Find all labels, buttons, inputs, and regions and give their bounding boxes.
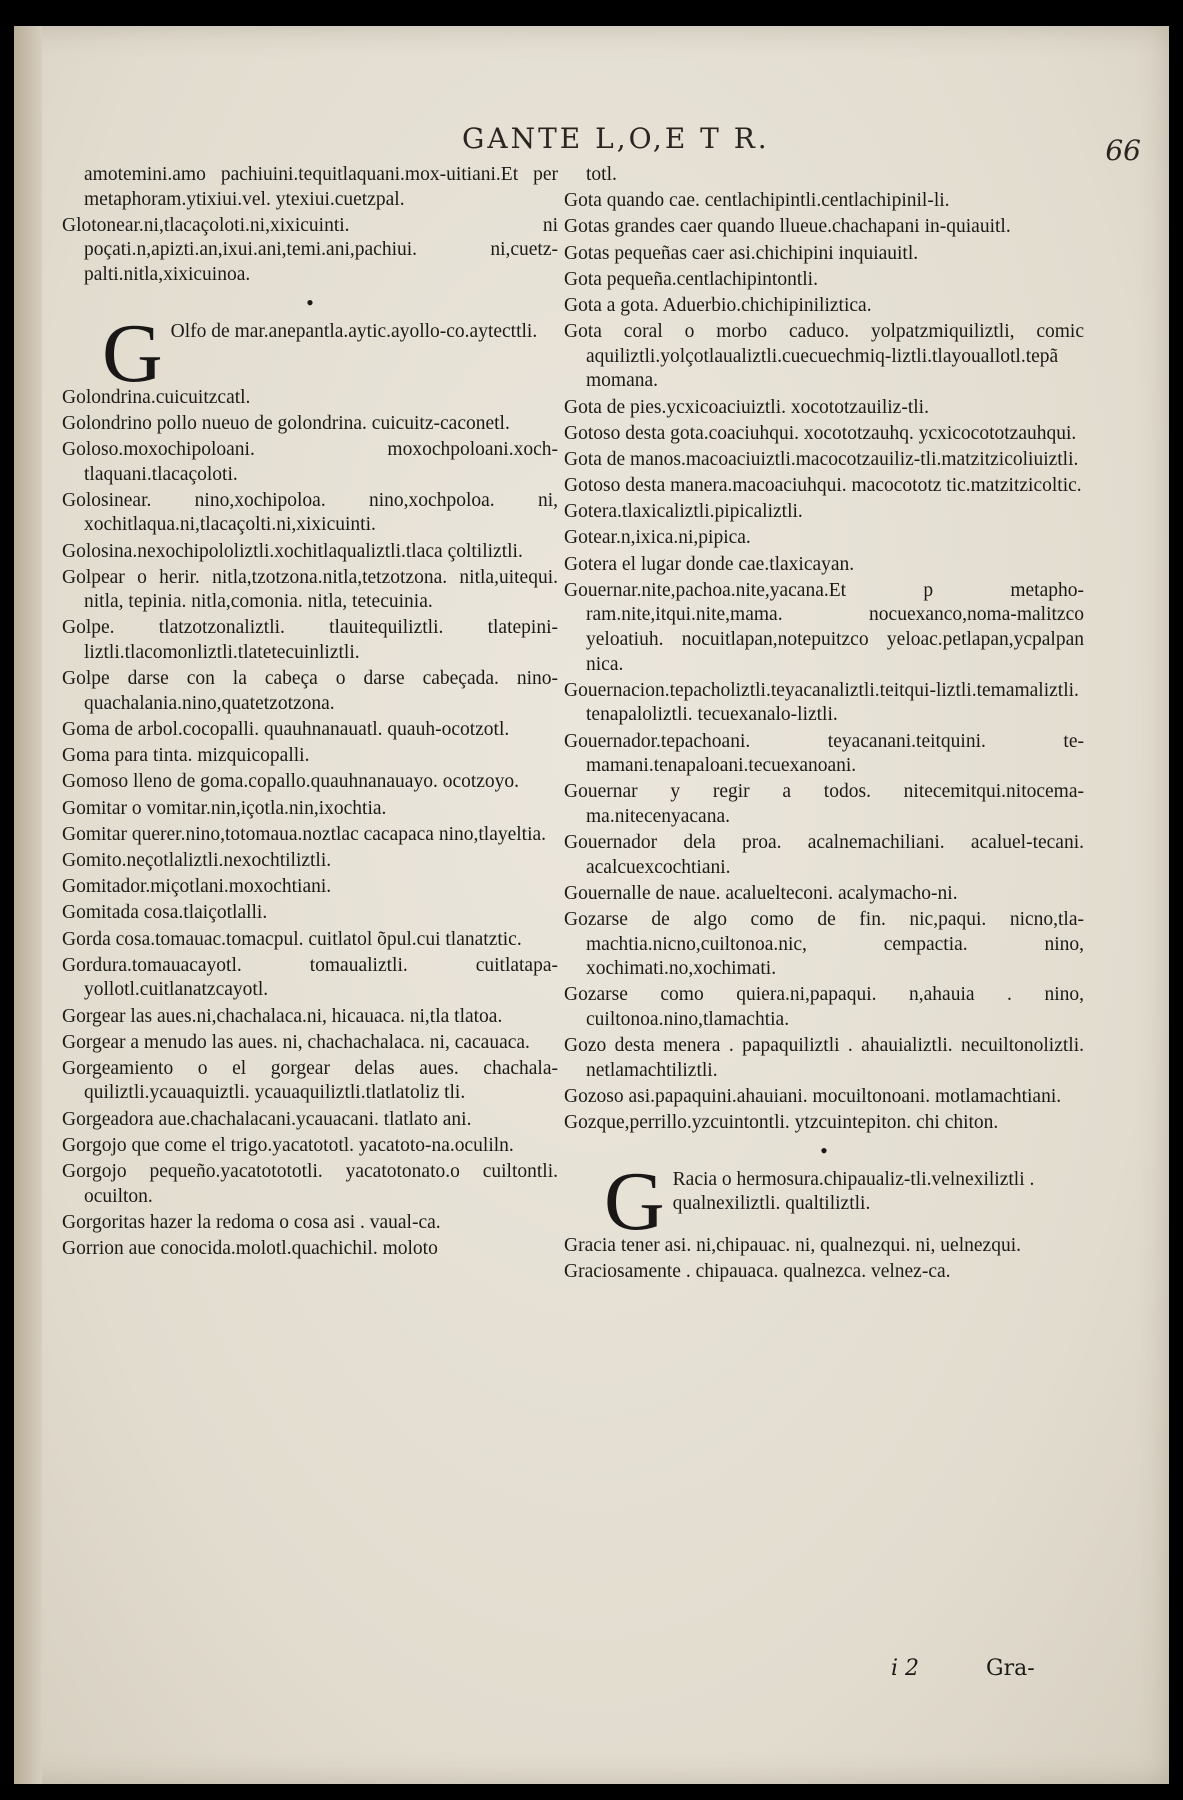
dictionary-entry: Gouernador dela proa. acalnemachiliani. acaluel-tecani. acalcuexcochtiani. xyxy=(564,832,1084,878)
dictionary-entry: Gorgear las aues.ni,chachalaca.ni, hicauaca. ni,tla tlatoa. xyxy=(62,1005,503,1027)
dictionary-entry: Golpear o herir. nitla,tzotzona.nitla,tetzotzona. nitla,uitequi. nitla, tepinia. nitla,comonia. nitla, tetecuinia. xyxy=(62,566,558,613)
page-gutter xyxy=(14,26,42,1784)
dictionary-entry: Gota a gota. Aduerbio.chichipiniliztica. xyxy=(564,294,872,316)
dictionary-entry: Gota quando cae. centlachipintli.centlachipinil-li. xyxy=(564,190,950,212)
dictionary-entry: Gorgeadora aue.chachalacani.ycauacani. tlatlato ani. xyxy=(62,1108,472,1130)
dictionary-entry: Gouernador.tepachoani. teyacanani.teitquini. te-mamani.tenapaloani.tecuexanoani. xyxy=(564,730,1084,777)
dictionary-entry: Gomitar o vomitar.nin,içotla.nin,ixochtia. xyxy=(62,797,387,819)
dictionary-entry: Gouernar.nite,pachoa.nite,yacana.Et p metapho-ram.nite,itqui.nite,mama. nocuexanco,noma-malitzco yeloatiuh. nocuitlapan,notepuitzco yeloac.petlapan,ycpalpan nica. xyxy=(564,579,1084,675)
dictionary-entry: Golpe darse con la cabeça o darse cabeçada. nino-quachalania.nino,quatetzotzona. xyxy=(62,668,558,714)
dictionary-entry: Gozarse de algo como de fin. nic,paqui. nicno,tla-machtia.nicno,cuiltonoa.nic, cempactia. nino, xochimati.no,xochimati. xyxy=(564,909,1084,980)
dictionary-entry: Golosina.nexochipololiztli.xochitlaqualiztli.tlaca çoltiliztli. xyxy=(62,540,523,562)
dictionary-entry: Gorgoritas hazer la redoma o cosa asi . vaual-ca. xyxy=(62,1211,441,1233)
dictionary-entry: Gotas grandes caer quando llueue.chachapani in-quiauitl. xyxy=(564,216,1011,238)
dictionary-entry: Gracia tener asi. ni,chipauac. ni, qualnezqui. ni, uelnezqui. xyxy=(564,1234,1021,1256)
dictionary-entry: Gozque,perrillo.yzcuintontli. ytzcuintepiton. chi chiton. xyxy=(564,1112,999,1134)
dictionary-entry: Gouernacion.tepacholiztli.teyacanaliztli.teitqui-liztli.temamaliztli. tenapaloliztli. tecuexanalo-liztli. xyxy=(564,679,1079,726)
dictionary-entry: Gouernar y regir a todos. nitecemitqui.nitocema-ma.nitecenyacana. xyxy=(564,781,1084,827)
dictionary-entry: Gotas pequeñas caer asi.chichipini inquiauitl. xyxy=(564,242,919,264)
drop-cap-letter: G xyxy=(102,306,163,400)
dictionary-entry: Gomitada cosa.tlaiçotlalli. xyxy=(62,902,268,924)
dictionary-entry: Gorrion aue conocida.molotl.quachichil. moloto xyxy=(62,1238,438,1259)
section-ornament: • xyxy=(306,289,314,315)
page-number: 66 xyxy=(1105,134,1141,167)
continued-entry: amotemini.amo pachiuini.tequitlaquani.mox-uitiani.Et per metaphoram.ytixiui.vel. ytexiui.cuetzpal. xyxy=(84,164,558,210)
section-ornament: • xyxy=(820,1137,828,1163)
dictionary-entry: Gomitador.miçotlani.moxochtiani. xyxy=(62,876,332,898)
dictionary-entry: Gozoso asi.papaquini.ahauiani. mocuiltonoani. motlamachtiani. xyxy=(564,1086,1062,1108)
drop-cap-letter: G xyxy=(604,1154,665,1248)
entry-text: Racia o hermosura.chipaualiz-tli.velnexiliztli . qualnexiliztli. qualtiliztli. xyxy=(672,1168,1035,1215)
dictionary-entry: Golondrina.cuicuitzcatl. xyxy=(62,386,251,408)
signature-mark: i 2 xyxy=(891,1656,920,1681)
dictionary-entry: Gotera.tlaxicaliztli.pipicaliztli. xyxy=(564,501,803,523)
dictionary-entry: Gorgeamiento o el gorgear delas aues. chachala-quiliztli.ycauaquiztli. ycauaquiliztli.tlatlatoliz tli. xyxy=(62,1057,558,1104)
dictionary-entry: Gota pequeña.centlachipintontli. xyxy=(564,268,818,290)
dictionary-entry: Gota de manos.macoaciuiztli.macocotzauiliz-tli.matzitzicoliuiztli. xyxy=(564,448,1079,470)
dictionary-entry: Gotear.n,ixica.ni,pipica. xyxy=(564,527,751,549)
dictionary-entry: Golondrino pollo nueuo de golondrina. cuicuitz-caconetl. xyxy=(62,412,510,434)
left-column xyxy=(62,163,558,1263)
dictionary-entry: Gozarse como quiera.ni,papaqui. n,ahauia . nino, cuiltonoa.nino,tlamachtia. xyxy=(564,984,1084,1031)
dictionary-entry: Graciosamente . chipauaca. qualnezca. velnez-ca. xyxy=(564,1261,951,1282)
dictionary-entry: Glotonear.ni,tlacaçoloti.ni,xixicuinti. ni poçati.n,apizti.an,ixui.ani,temi.ani,pachiui. ni,cuetz-palti.nitla,xixicuinoa. xyxy=(62,214,558,285)
dictionary-entry: Gorgojo pequeño.yacatotototli. yacatotonato.o cuiltontli. ocuilton. xyxy=(62,1161,558,1207)
dictionary-entry: Gotoso desta gota.coaciuhqui. xocototzauhq. ycxicocototzauhqui. xyxy=(564,422,1077,444)
dictionary-entry: Gouernalle de naue. acaluelteconi. acalymacho-ni. xyxy=(564,882,958,904)
dictionary-entry: Gomitar querer.nino,totomaua.noztlac cacapaca nino,tlayeltia. xyxy=(62,823,547,845)
running-title: GANTE L,O,E T R. xyxy=(462,122,770,155)
catchword: Gra- xyxy=(986,1656,1035,1681)
dictionary-entry: Gorda cosa.tomauac.tomacpul. cuitlatol õpul.cui tlanatztic. xyxy=(62,928,522,950)
right-column xyxy=(564,163,1084,1286)
dictionary-entry: Gotoso desta manera.macoaciuhqui. macocototz tic.matzitzicoltic. xyxy=(564,475,1082,497)
dictionary-entry: Gordura.tomauacayotl. tomaualiztli. cuitlatapa-yollotl.cuitlanatzcayotl. xyxy=(62,954,558,1001)
dictionary-entry: Golosinear. nino,xochipoloa. nino,xochpoloa. ni, xochitlaqua.ni,tlacaçolti.ni,xixicuinti. xyxy=(62,489,558,536)
dictionary-entry: Gomoso lleno de goma.copallo.quauhnanauayo. ocotzoyo. xyxy=(62,771,520,793)
dictionary-entry: Gorgojo que come el trigo.yacatototl. yacatoto-na.oculiln. xyxy=(62,1134,514,1156)
dictionary-entry: Gota de pies.ycxicoaciuiztli. xocototzauiliz-tli. xyxy=(564,396,929,418)
dictionary-entry: Gorgear a menudo las aues. ni, chachachalaca. ni, cacauaca. xyxy=(62,1031,530,1053)
dictionary-entry: Goma para tinta. mizquicopalli. xyxy=(62,745,310,767)
dictionary-entry: Goma de arbol.cocopalli. quauhnanauatl. quauh-ocotzotl. xyxy=(62,719,510,741)
dictionary-entry: Goloso.moxochipoloani. moxochpoloani.xoch-tlaquani.tlacaçoloti. xyxy=(62,438,558,485)
dictionary-entry: Gozo desta menera . papaquiliztli . ahauializtli. necuiltonoliztli. netlamachtiliztli. xyxy=(564,1035,1084,1081)
continued-entry: totl. xyxy=(586,164,617,185)
dictionary-entry: Gomito.neçotlaliztli.nexochtiliztli. xyxy=(62,849,332,871)
dictionary-entry: Gota coral o morbo caduco. yolpatzmiquiliztli, comic aquiliztli.yolçotlaualiztli.cuecuechmiq-liztli.tlayouallotl.tepã momana. xyxy=(564,321,1084,392)
page-footer xyxy=(891,1656,1035,1681)
book-page xyxy=(14,26,1169,1784)
dictionary-entry: Golpe. tlatzotzonaliztli. tlauitequiliztli. tlatepini-liztli.tlacomonliztli.tlatetecuinliztli. xyxy=(62,617,558,664)
dictionary-entry: Gotera el lugar donde cae.tlaxicayan. xyxy=(564,553,855,575)
entry-text: Olfo de mar.anepantla.aytic.ayollo-co.aytecttli. xyxy=(170,320,538,342)
